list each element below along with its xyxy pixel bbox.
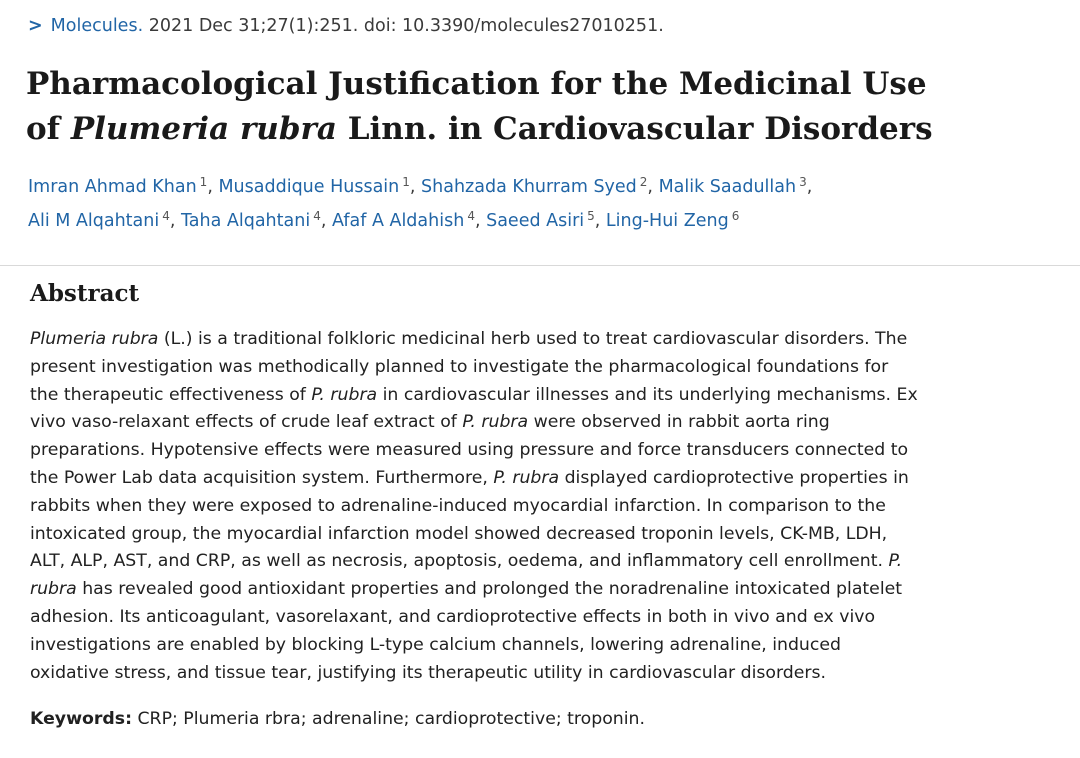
title-species-name: Plumeria rubra [70,111,337,147]
title-line-2-end: Linn. in Cardiovascular Disorders [336,111,933,147]
abstract-segment: the therapeutic effectiveness of [30,384,312,405]
affiliation-number[interactable]: 4 [467,208,475,223]
abstract-line [30,548,1052,576]
abstract-segment: were observed in rabbit aorta ring [528,412,830,433]
abstract-line [30,521,1052,549]
abstract-line [30,354,1052,382]
author-link[interactable]: Ling-Hui Zeng $^6$ [605,208,740,231]
abstract-segment: displayed cardioprotective properties in [559,467,909,488]
citation-line [28,16,664,36]
author-list: Imran Ahmad Khan $^1$, Musaddique Hussain $^1$, Shahzada Khurram Syed $^2$, Malik Saadullah $^3$, Ali M Alqahtani $^4$, Taha Alqahtani $^4$, Afaf A Aldahish $^4$, Saeed Asiri $^5$, Ling-Hui Zeng $^6$ [28,175,813,231]
abstract-line [30,437,1052,465]
article-header [0,0,1080,266]
keywords-list: CRP; Plumeria rbra; adrenaline; cardioprotective; troponin. [132,709,645,729]
journal-link[interactable]: Molecules. [50,16,144,36]
author-link[interactable]: Shahzada Khurram Syed $^2$ [421,175,648,197]
affiliation-number[interactable]: 3 [799,175,807,189]
abstract-line [30,326,1052,354]
abstract-segment: adhesion. Its anticoagulant, vasorelaxant, and cardioprotective effects in both in vivo and ex vivo [30,606,876,627]
species-name: P. [888,551,903,572]
abstract-line [30,382,1052,410]
species-name: P. rubra [462,412,529,433]
abstract-segment: intoxicated group, the myocardial infarction model showed decreased troponin levels, CK-MB, LDH, [30,523,888,544]
species-name: rubra [30,579,77,600]
section-divider [0,265,1080,266]
abstract-segment: rabbits when they were exposed to adrenaline-induced myocardial infarction. In comparison to the [30,495,886,516]
article-title [26,62,1056,152]
abstract-text [30,326,1052,687]
abstract-segment: oxidative stress, and tissue tear, justifying its therapeutic utility in cardiovascular disorders. [30,662,826,683]
abstract-segment: in cardiovascular illnesses and its underlying mechanisms. Ex [377,384,918,405]
abstract-segment: (L.) is a traditional folkloric medicinal herb used to treat cardiovascular disorders. The [158,329,908,349]
abstract-line [30,632,1052,660]
abstract-line [30,660,1052,688]
abstract-segment: ALT, ALP, AST, and CRP, as well as necrosis, apoptosis, oedema, and inflammatory cell enrollment. [30,551,889,572]
abstract-segment: present investigation was methodically planned to investigate the pharmacological foundations for [30,356,889,377]
abstract-segment: vivo vaso-relaxant effects of crude leaf extract of [30,412,463,433]
abstract-line [30,493,1052,521]
abstract-line [30,604,1052,632]
abstract-line [30,409,1052,437]
abstract-line [30,576,1052,604]
author-link[interactable]: Taha Alqahtani $^4$ [181,208,321,231]
abstract-segment: the Power Lab data acquisition system. Furthermore, [30,467,494,488]
abstract-segment: investigations are enabled by blocking L-type calcium channels, lowering adrenaline, induced [30,634,841,655]
abstract-segment: preparations. Hypotensive effects were measured using pressure and force transducers connected to [30,440,909,461]
author-link[interactable]: Malik Saadullah $^3$ [658,175,807,197]
author-link[interactable]: Ali M Alqahtani $^4$ [28,208,170,231]
citation-details: 2021 Dec 31;27(1):251. doi: 10.3390/molecules27010251. [148,16,664,36]
affiliation-number[interactable]: 1 [199,175,208,189]
title-line-2-start: of [26,111,71,147]
abstract-line [30,465,1052,493]
title-line-1: Pharmacological Justification for the Medicinal Use [26,66,927,102]
abstract-segment: has revealed good antioxidant properties and prolonged the noradrenaline intoxicated platelet [76,579,903,600]
abstract-heading: Abstract [30,280,140,307]
affiliation-number[interactable]: 1 [402,175,410,189]
author-link[interactable]: Afaf A Aldahish $^4$ [331,208,475,231]
author-link[interactable]: Musaddique Hussain $^1$ [218,175,410,197]
keywords-label: Keywords: [30,709,132,729]
species-name: P. rubra [311,384,378,405]
affiliation-number[interactable]: 5 [587,208,595,223]
author-link[interactable]: Saeed Asiri $^5$ [486,208,595,231]
keywords [30,705,645,733]
species-name: Plumeria rubra [30,329,159,349]
author-link[interactable]: Imran Ahmad Khan $^1$ [28,175,208,197]
species-name: P. rubra [493,467,560,488]
affiliation-number[interactable]: 2 [639,175,648,189]
chevron-right-icon[interactable]: > [28,16,43,36]
affiliation-number[interactable]: 4 [313,208,321,223]
affiliation-number[interactable]: 6 [731,208,740,223]
affiliation-number[interactable]: 4 [162,208,170,223]
